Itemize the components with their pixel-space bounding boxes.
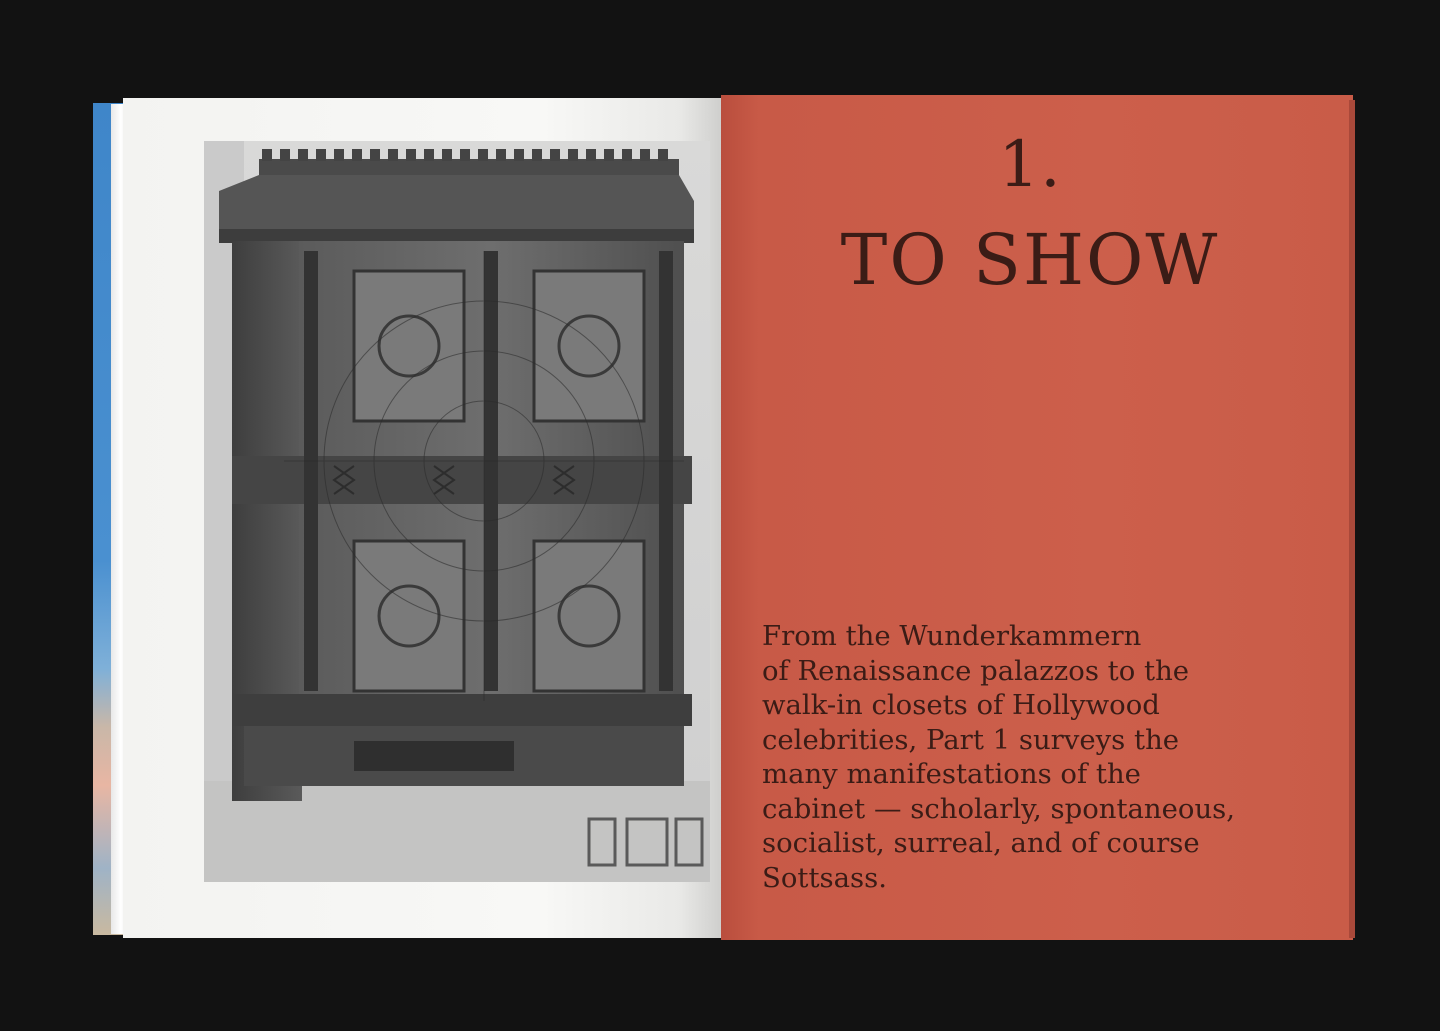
intro-line: From the Wunderkammern bbox=[762, 620, 1142, 652]
intro-line: many manifestations of the bbox=[762, 758, 1141, 790]
chapter-number: 1. bbox=[998, 128, 1062, 202]
cabinet-photo bbox=[204, 141, 710, 882]
intro-line: cabinet — scholarly, spontaneous, bbox=[762, 792, 1236, 825]
intro-line: celebrities, Part 1 surveys the bbox=[762, 723, 1180, 756]
cabinet-illustration bbox=[204, 141, 710, 882]
right-page-edge bbox=[1349, 100, 1355, 938]
intro-line: of Renaissance palazzos to the bbox=[762, 654, 1190, 687]
intro-line: walk-in closets of Hollywood bbox=[762, 689, 1160, 721]
chapter-intro-text bbox=[762, 619, 1322, 895]
intro-line: socialist, surreal, and of course bbox=[762, 827, 1200, 859]
chapter-title: TO SHOW bbox=[840, 219, 1220, 301]
intro-line: Sottsass. bbox=[762, 861, 887, 894]
